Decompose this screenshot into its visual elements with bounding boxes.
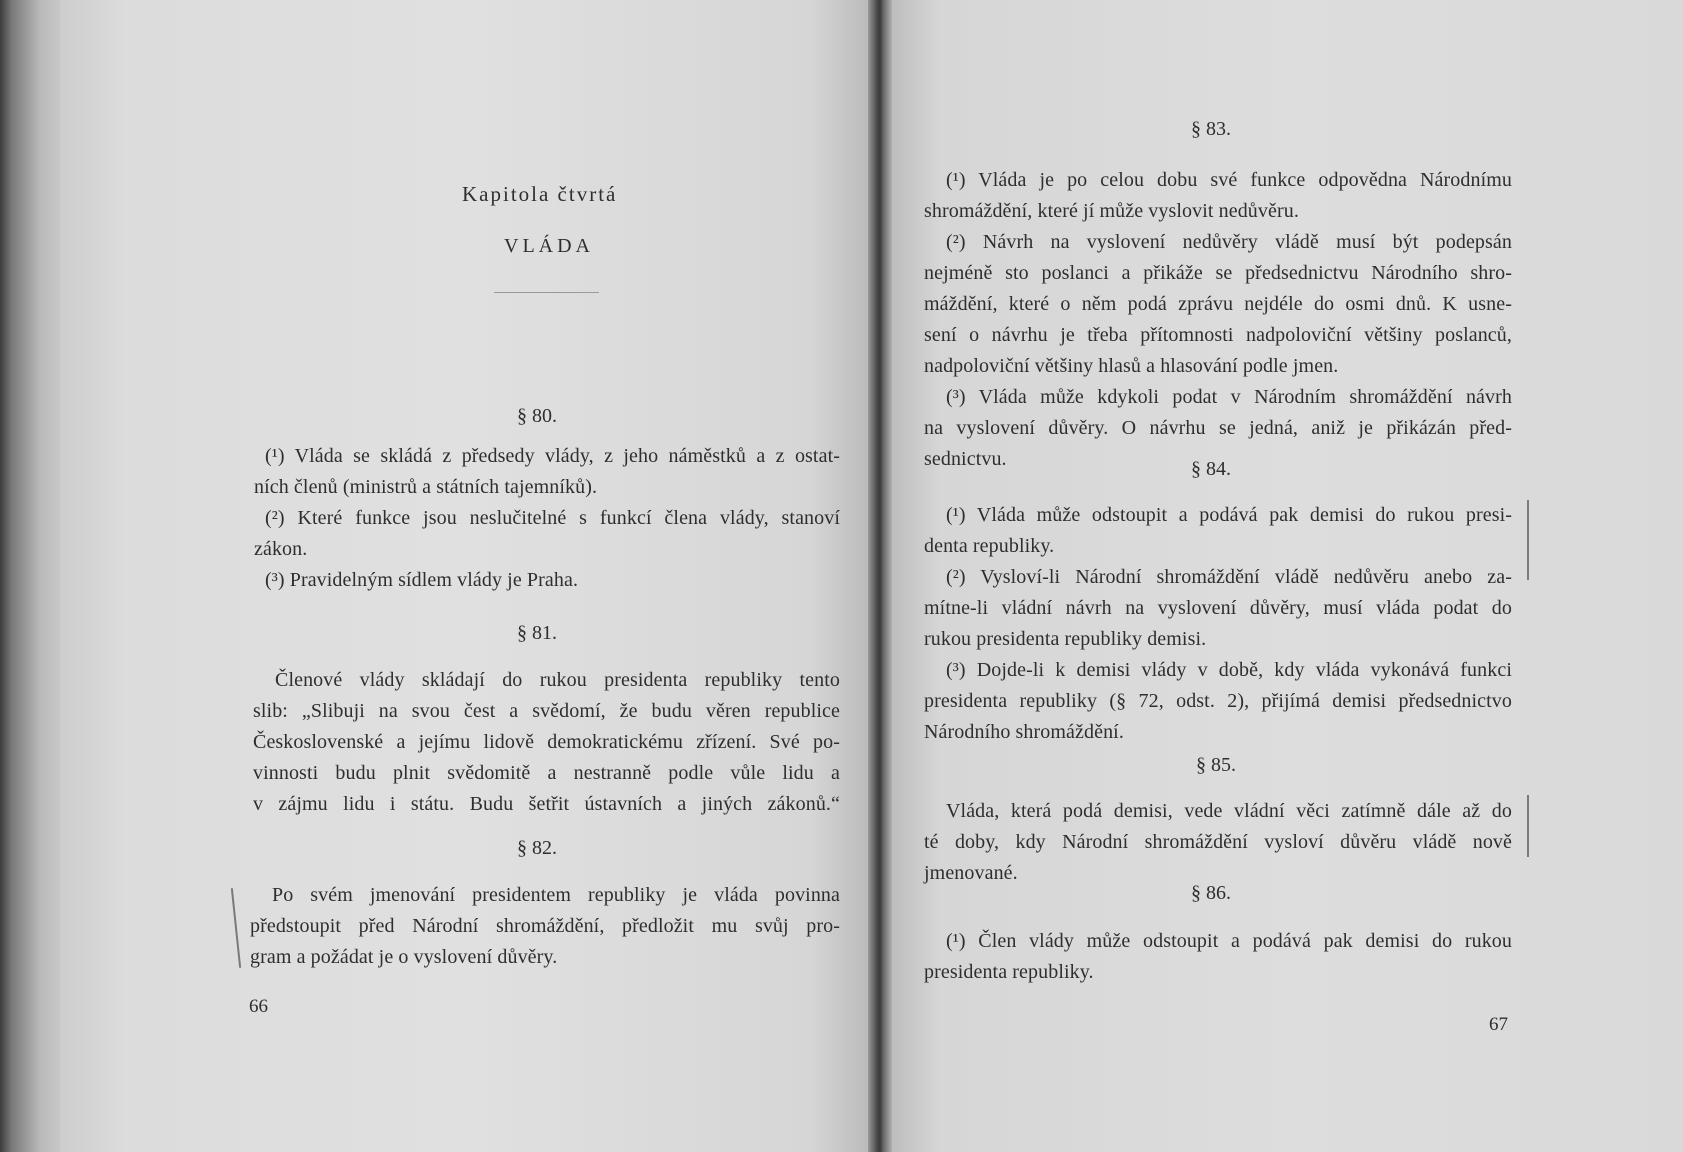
section-86-heading: § 86. xyxy=(1191,882,1231,904)
text-line: (³) Pravidelným sídlem vlády je Praha. xyxy=(265,569,579,591)
text-line: (¹) Vláda se skládá z předsedy vlády, z jeho náměstků a z ostat- xyxy=(265,445,840,467)
left-page-number: 66 xyxy=(249,996,268,1017)
text-line: rukou presidenta republiky demisi. xyxy=(924,628,1207,650)
text-line: (²) Vysloví-li Národní shromáždění vládě nedůvěru anebo za- xyxy=(946,566,1512,588)
text-line: zákon. xyxy=(254,538,308,560)
text-line: mítne-li vládní návrh na vyslovení důvěry, musí vláda podat do xyxy=(924,597,1512,619)
text-line: (¹) Člen vlády může odstoupit a podává pak demisi do rukou xyxy=(946,930,1512,952)
chapter-title: VLÁDA xyxy=(504,235,594,257)
section-81-body xyxy=(253,665,840,820)
title-divider xyxy=(494,292,599,293)
chapter-heading: Kapitola čtvrtá xyxy=(462,182,618,206)
text-line: Po svém jmenování presidentem republiky je vláda povinna xyxy=(272,884,840,906)
text-line: slib: „Slibuji na svou čest a svědomí, že budu věren republice xyxy=(253,700,840,722)
text-line: (¹) Vláda je po celou dobu své funkce odpovědna Národnímu xyxy=(946,169,1512,191)
text-line: (¹) Vláda může odstoupit a podává pak demisi do rukou presi- xyxy=(946,504,1512,526)
text-line: gram a požádat je o vyslovení důvěry. xyxy=(250,946,558,968)
text-line: vinnosti budu plnit svědomitě a nestranně podle vůle lidu a xyxy=(253,762,840,784)
text-line: jmenované. xyxy=(924,862,1018,884)
text-line: ních členů (ministrů a státních tajemníků). xyxy=(254,476,598,498)
text-line: (²) Návrh na vyslovení nedůvěry vládě musí být podepsán xyxy=(946,231,1512,253)
section-83-body xyxy=(924,165,1512,475)
book-gutter xyxy=(868,0,892,1152)
section-80-body xyxy=(254,441,840,596)
text-line: shromáždění, které jí může vyslovit nedůvěru. xyxy=(924,200,1299,222)
margin-pencil-mark xyxy=(1527,500,1529,580)
text-line: presidenta republiky. xyxy=(924,961,1094,983)
section-82-heading: § 82. xyxy=(517,837,557,859)
text-line: Členové vlády skládají do rukou presidenta republiky tento xyxy=(275,669,840,691)
section-84-body xyxy=(924,500,1512,748)
text-line: máždění, které o něm podá zprávu nejdéle do osmi dnů. K usne- xyxy=(924,293,1512,315)
text-line: v zájmu lidu i státu. Budu šetřit ústavních a jiných zákonů.“ xyxy=(253,793,840,815)
text-line: na vyslovení důvěry. O návrhu se jedná, aniž je přikázán před- xyxy=(924,417,1512,439)
text-line: předstoupit před Národní shromáždění, předložit mu svůj pro- xyxy=(250,915,840,937)
section-86-body xyxy=(924,926,1512,988)
text-line: presidenta republiky (§ 72, odst. 2), přijímá demisi předsednictvo xyxy=(924,690,1512,712)
text-line: denta republiky. xyxy=(924,535,1055,557)
section-83-heading: § 83. xyxy=(1191,118,1231,140)
text-line: Československé a jejímu lidově demokratickému zřízení. Své po- xyxy=(253,731,840,753)
text-line: nadpoloviční většiny hlasů a hlasování podle jmen. xyxy=(924,355,1339,377)
text-line: (²) Které funkce jsou neslučitelné s funkcí člena vlády, stanoví xyxy=(265,507,840,529)
text-line: nejméně sto poslanci a přikáže se předsednictvu Národního shro- xyxy=(924,262,1512,284)
section-85-body xyxy=(924,796,1512,889)
section-85-heading: § 85. xyxy=(1196,754,1236,776)
margin-pencil-mark xyxy=(1527,795,1529,857)
text-line: Vláda, která podá demisi, vede vládní věci zatímně dále až do xyxy=(946,800,1512,822)
right-page-number: 67 xyxy=(1489,1014,1508,1035)
section-80-heading: § 80. xyxy=(517,405,557,427)
text-line: (³) Dojde-li k demisi vlády v době, kdy vláda vykonává funkci xyxy=(946,659,1512,681)
section-82-body xyxy=(250,880,840,973)
text-line: sení o návrhu je třeba přítomnosti nadpoloviční většiny poslanců, xyxy=(924,324,1512,346)
text-line: Národního shromáždění. xyxy=(924,721,1124,743)
text-line: sednictvu. xyxy=(924,448,1007,470)
text-line: té doby, kdy Národní shromáždění vysloví důvěru vládě nově xyxy=(924,831,1512,853)
section-84-heading: § 84. xyxy=(1191,458,1231,480)
text-line: (³) Vláda může kdykoli podat v Národním shromáždění návrh xyxy=(946,386,1512,408)
section-81-heading: § 81. xyxy=(517,622,557,644)
